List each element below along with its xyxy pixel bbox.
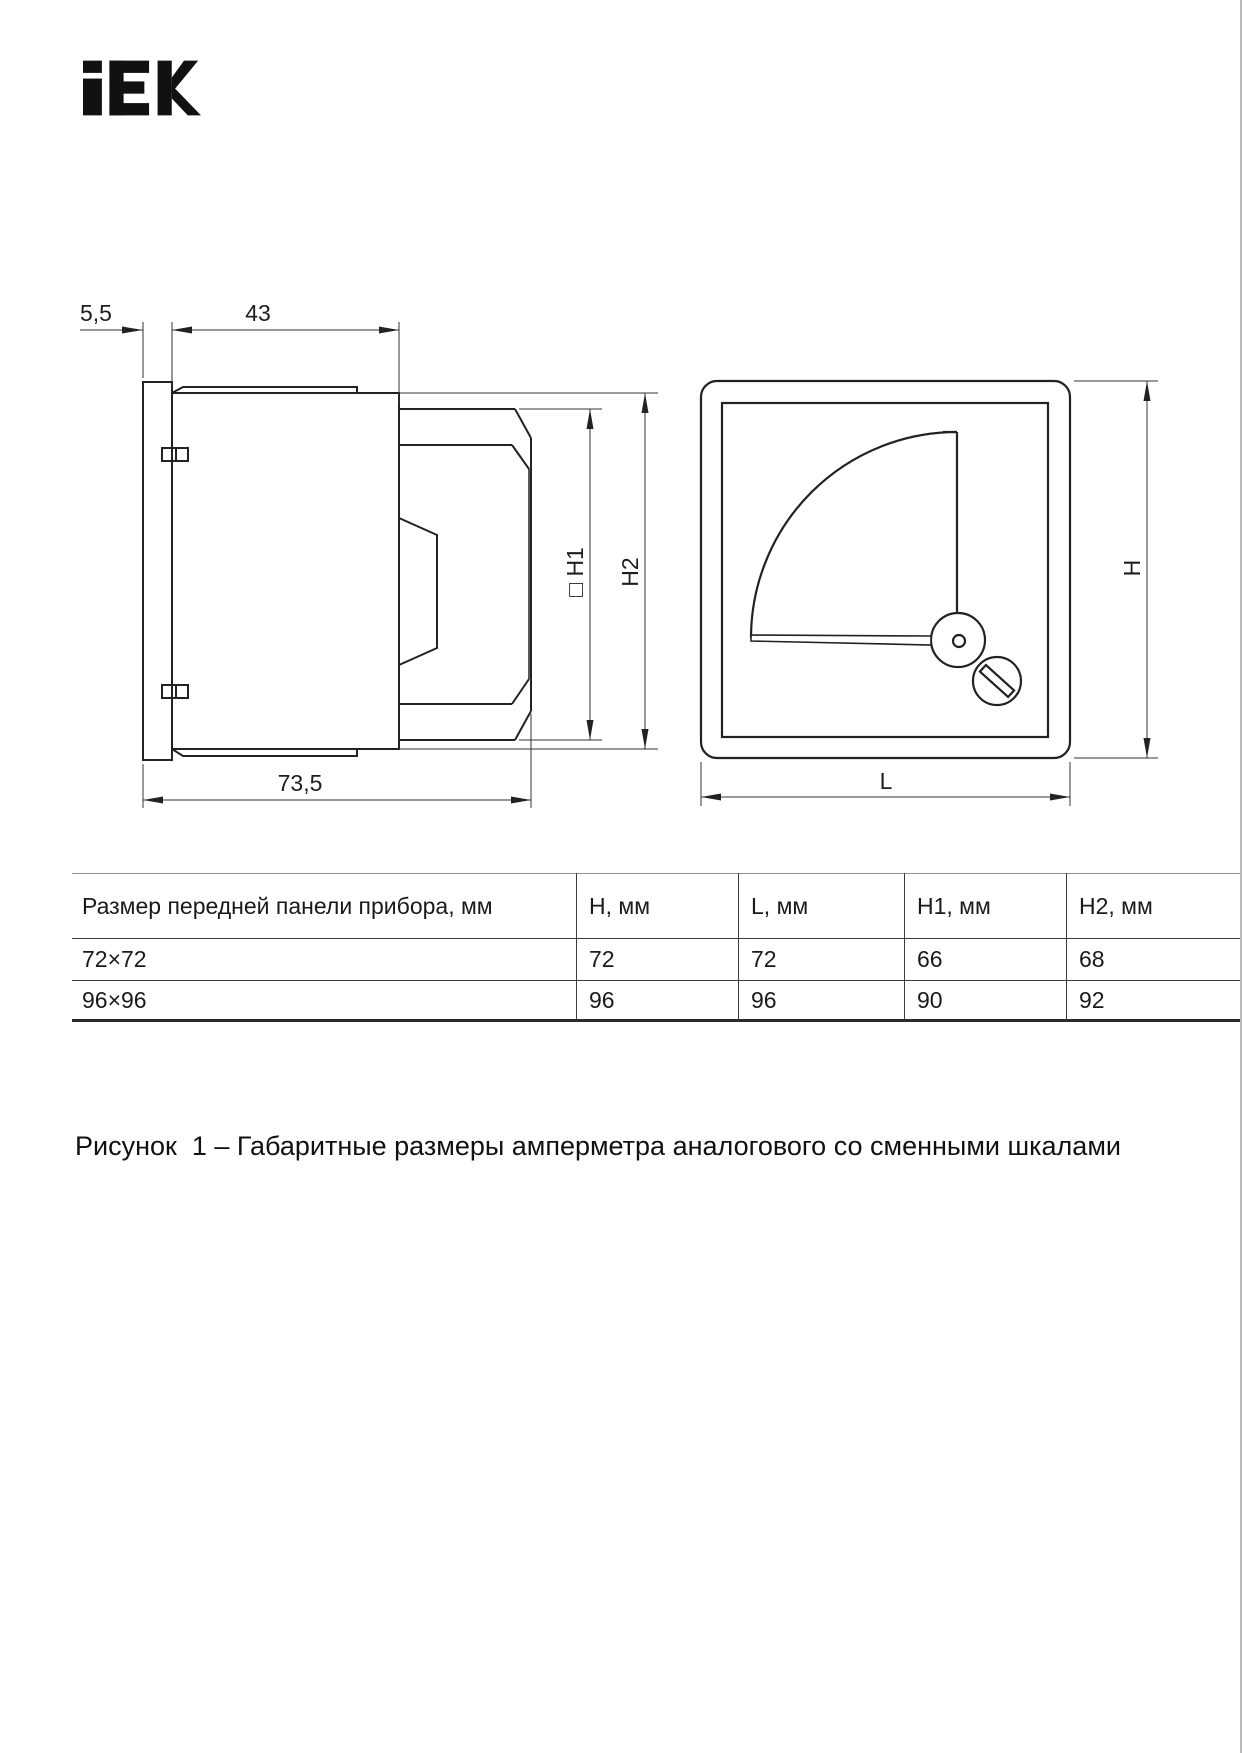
- front-bezel: [701, 381, 1070, 758]
- header-h: Н, мм: [577, 874, 739, 939]
- page-edge-line: [1240, 0, 1242, 1753]
- side-terminal-cover: [399, 518, 437, 665]
- cell-panel-size: 96×96: [72, 981, 577, 1021]
- dim-label-total-depth-73-5: 73,5: [277, 770, 323, 796]
- dial-arc: [751, 432, 957, 638]
- cell-h: 72: [577, 939, 739, 981]
- header-l: L, мм: [739, 874, 905, 939]
- front-view-drawing: [701, 381, 1070, 758]
- side-rear-housing: [399, 409, 531, 740]
- header-h1: Н1, мм: [905, 874, 1067, 939]
- needle: [751, 635, 931, 645]
- header-h2: Н2, мм: [1067, 874, 1243, 939]
- cell-l: 96: [739, 981, 905, 1021]
- side-bottom-rail: [172, 749, 357, 756]
- zero-adjust-screw: [973, 657, 1021, 705]
- side-flange: [143, 382, 172, 760]
- cell-h: 96: [577, 981, 739, 1021]
- dim-label-h1: □ H1: [562, 547, 588, 597]
- pivot-hole: [953, 635, 965, 647]
- dim-label-l: L: [879, 768, 893, 794]
- mounting-clip-bottom: [162, 685, 188, 698]
- table-row: [72, 939, 1242, 981]
- table-header-row: [72, 874, 1242, 939]
- dim-label-h: H: [1119, 559, 1145, 577]
- cell-panel-size: 72×72: [72, 939, 577, 981]
- dimensions-table: [72, 873, 1242, 1022]
- dim-label-flange-5-5: 5,5: [80, 300, 112, 326]
- header-panel-size: Размер передней панели прибора, мм: [72, 874, 577, 939]
- figure-caption: Рисунок 1 – Габаритные размеры амперметра аналогового со сменными шкалами: [75, 1131, 1121, 1161]
- table-row: [72, 981, 1242, 1021]
- front-window: [722, 403, 1048, 737]
- dim-label-depth-43: 43: [245, 300, 271, 326]
- cell-h2: 92: [1079, 986, 1105, 1013]
- side-body: [172, 393, 399, 749]
- dim-label-h2: H2: [617, 557, 643, 587]
- cell-h1: 66: [905, 939, 1067, 981]
- cell-l: 72: [739, 939, 905, 981]
- side-view-drawing: [143, 382, 531, 760]
- cell-h2: 68: [1067, 939, 1243, 981]
- mounting-clip-top: [162, 448, 188, 461]
- front-view-dimension-lines: [701, 381, 1158, 806]
- cell-h1: 90: [905, 981, 1067, 1021]
- needle-pivot: [931, 613, 985, 667]
